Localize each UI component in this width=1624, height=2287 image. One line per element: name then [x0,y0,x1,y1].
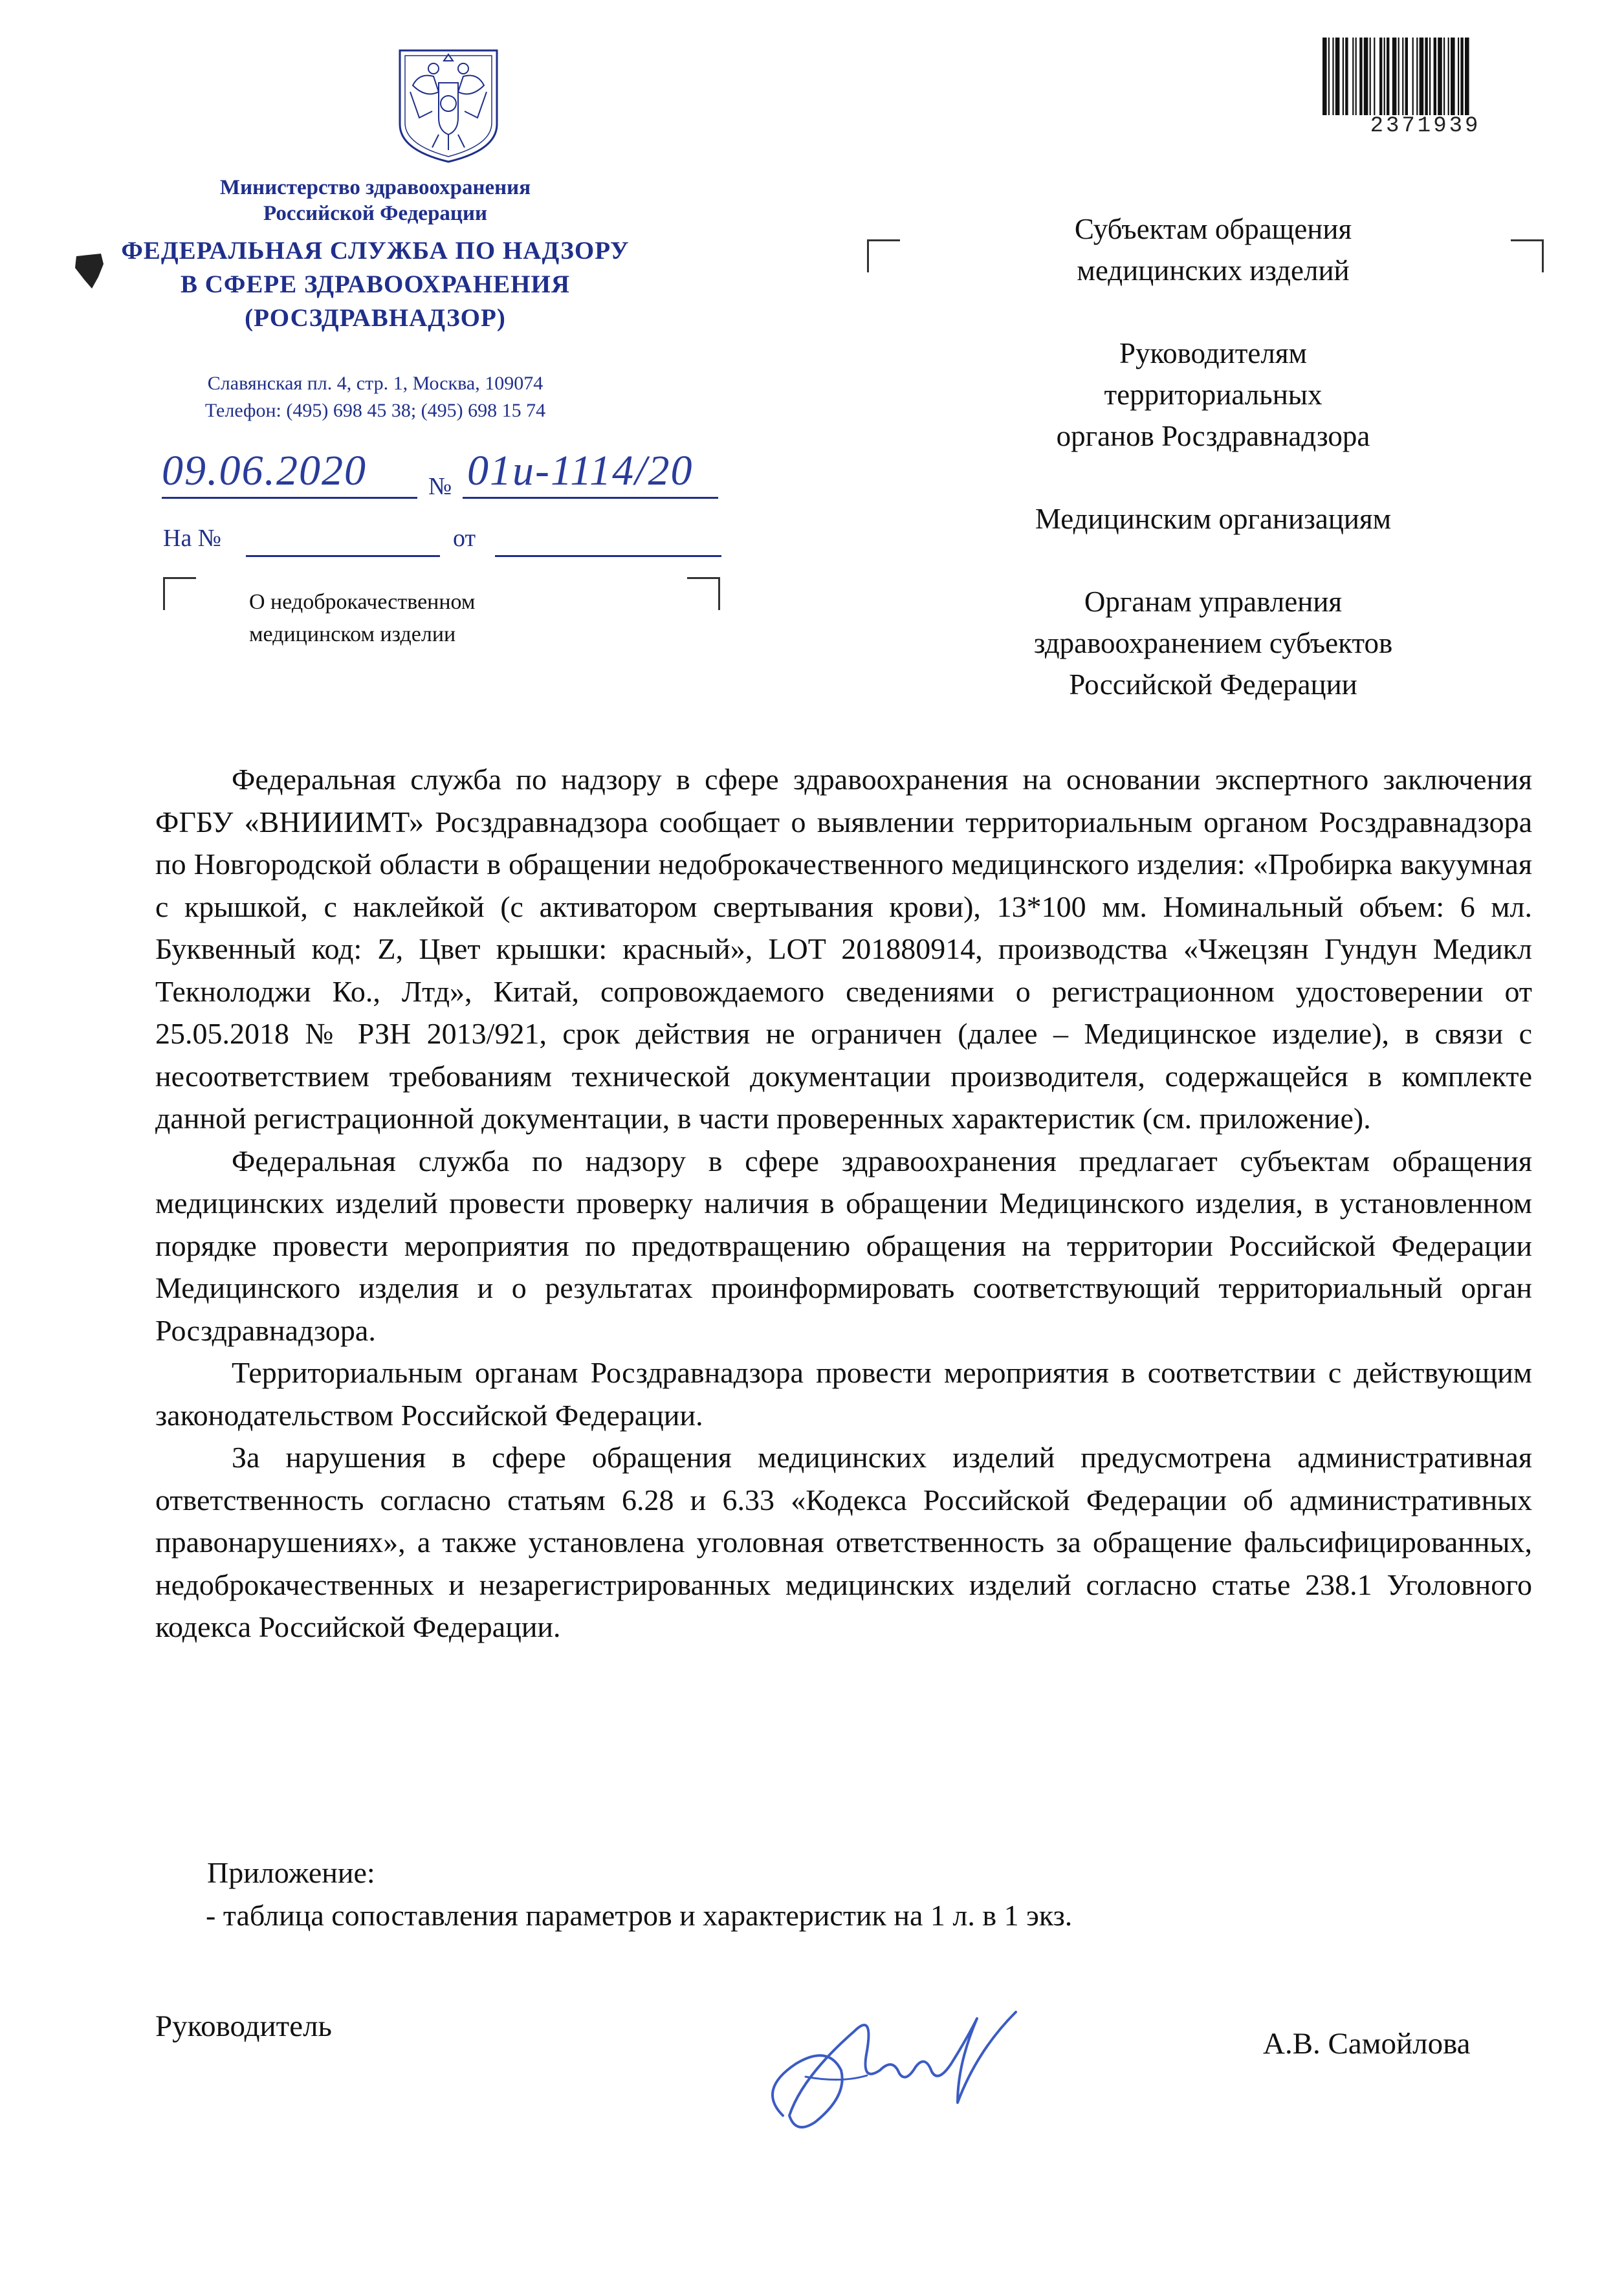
number-underline [463,497,718,499]
subject [249,586,475,651]
recipient-group [906,498,1520,540]
barcode-number: 2371939 [1370,114,1481,138]
service-line: ФЕДЕРАЛЬНАЯ СЛУЖБА ПО НАДЗОРУ [121,237,630,265]
ink-blot-mark [72,251,106,291]
ref-number-underline [246,555,440,557]
body-paragraph: Федеральная служба по надзору в сфере здравоохранения на основании экспертного заключения ФГБУ «ВНИИИМТ» Росздравнадзора сообщает о выявлении территориальным органом Росздравнадзора по Новгородской области в обращении недоброкачественного медицинского изделия: «Пробирка вакуумная с крышкой, с наклейкой (с активатором свертывания крови), 13*100 мм. Номинальный объем: 6 мл. Буквенный код: Z, Цвет крышки: красный», LOT 201880914, производства «Чжецзян Гундун Медикл Текнолоджи Ко., Лтд», Китай, сопровождаемого сведениями о регистрационном удостоверении от 25.05.2018 № РЗН 2013/921, срок действия не ограничен (далее – Медицинское изделие), в связи с несоответствием требованиям технической документации производителя, содержащейся в комплекте данной регистрационной документации, в части проверенных характеристик (см. приложение). [155,763,1532,1135]
barcode [1320,38,1520,115]
service-name [116,234,634,335]
recipient-line: Российской Федерации [1069,668,1357,701]
service-address [116,370,634,424]
recipient-group [906,581,1520,705]
signatory-name: А.В. Самойлова [1263,2027,1471,2061]
appendix-label: Приложение: [207,1856,375,1889]
recipient-line: Субъектам обращения [1074,213,1352,245]
recipient-line: Медицинским организациям [1035,503,1392,535]
signatory-title: Руководитель [155,2009,332,2043]
coat-of-arms-emblem [393,47,503,164]
recipient-line: Органам управления [1084,585,1343,618]
service-line: (РОСЗДРАВНАДЗОР) [245,304,506,332]
appendix-item: - таблица сопоставления параметров и характеристик на 1 л. в 1 экз. [206,1899,1073,1932]
number-sign: № [428,473,452,500]
handwritten-number: 01и-1114/20 [467,447,694,494]
phone-line: Телефон: (495) 698 45 38; (495) 698 15 74 [204,400,546,421]
recipient-line: Руководителям [1119,337,1307,369]
handwritten-signature [744,1993,1042,2141]
recipient-line: здравоохранением субъектов [1033,627,1393,659]
recipients-block [906,208,1520,705]
ref-number-label: На № [163,525,222,552]
ref-from-label: от [453,525,476,552]
ministry-line: Российской Федерации [263,202,487,225]
ministry-line: Министерство здравоохранения [219,176,531,199]
recipient-group [906,208,1520,291]
recipient-line: органов Росздравнадзора [1056,420,1370,452]
address-line: Славянская пл. 4, стр. 1, Москва, 109074 [207,373,543,394]
recipient-line: медицинских изделий [1077,254,1350,287]
body-paragraph: Территориальным органам Росздравнадзора провести мероприятия в соответствии с действующим законодательством Российской Федерации. [155,1356,1532,1432]
body-paragraph: За нарушения в сфере обращения медицинских изделий предусмотрена административная ответственность согласно статьям 6.28 и 6.33 «Кодекса Российской Федерации об административных правонарушениях», а также установлена уголовная ответственность за обращение фальсифицированных, недоброкачественных и незарегистрированных медицинских изделий согласно статье 238.1 Уголовного кодекса Российской Федерации. [155,1441,1532,1643]
date-underline [162,497,417,499]
handwritten-date: 09.06.2020 [162,447,367,494]
subject-line: О недоброкачественном [249,590,476,614]
ref-date-underline [495,555,721,557]
body-paragraph: Федеральная служба по надзору в сфере здравоохранения предлагает субъектам обращения медицинских изделий провести проверку наличия в обращении Медицинского изделия, в установленном порядке провести мероприятия по предотвращению обращения на территории Российской Федерации Медицинского изделия и о результатах проинформировать соответствующий территориальный орган Росздравнадзора. [155,1144,1532,1347]
subject-bracket-right [687,577,720,610]
recipient-group [906,333,1520,457]
letter-body [155,758,1532,1648]
recipient-bracket-left [867,239,900,272]
service-line: В СФЕРЕ ЗДРАВООХРАНЕНИЯ [180,270,571,298]
recipient-line: территориальных [1104,378,1322,411]
ministry-name [116,175,634,226]
subject-bracket-left [163,577,196,610]
subject-line: медицинском изделии [249,622,456,646]
